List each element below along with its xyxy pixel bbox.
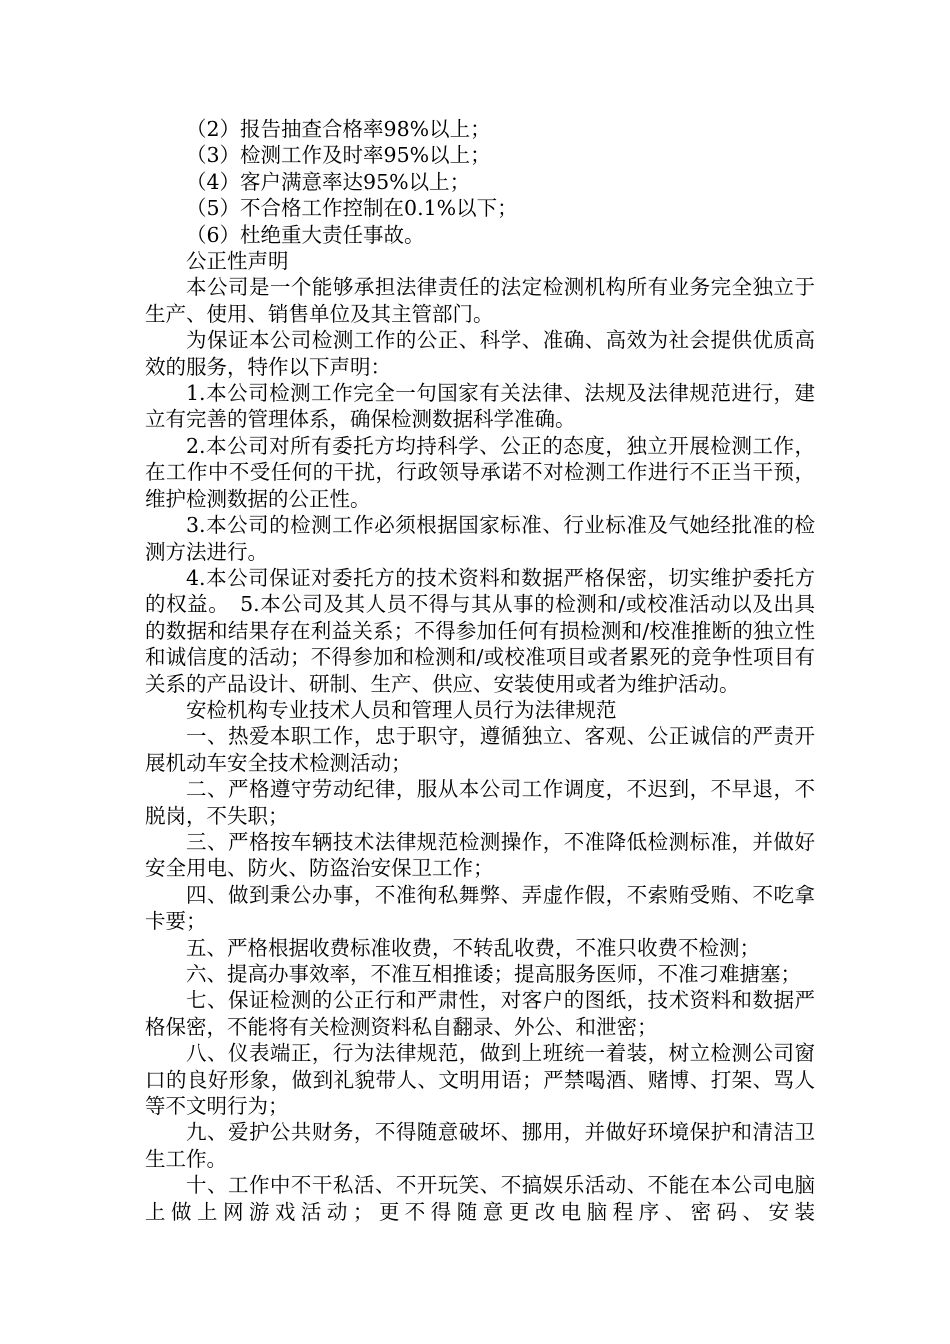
conduct-rule-2: 二、严格遵守劳动纪律，服从本公司工作调度，不迟到，不早退，不脱岗，不失职； bbox=[145, 777, 815, 828]
declaration-item-3: 3.本公司的检测工作必须根据国家标准、行业标准及气她经批准的检测方法进行。 bbox=[145, 513, 815, 564]
conduct-rule-3: 三、严格按车辆技术法律规范检测操作，不准降低检测标准，并做好安全用电、防火、防盗治安保卫工作； bbox=[145, 829, 815, 881]
declaration-item-2: 2.本公司对所有委托方均持科学、公正的态度，独立开展检测工作，在工作中不受任何的干扰，行政领导承诺不对检测工作进行不正当干预，维护检测数据的公正性。 bbox=[145, 433, 815, 511]
section-heading-impartiality: 公正性声明 bbox=[186, 249, 289, 274]
conduct-rule-6: 六、提高办事效率，不准互相推诿；提高服务医师，不准刁难搪塞； bbox=[186, 962, 801, 986]
paragraph: 为保证本公司检测工作的公正、科学、准确、高效为社会提供优质高效的服务，特作以下声明： bbox=[145, 328, 815, 379]
target-item-6: （6）杜绝重大责任事故。 bbox=[186, 222, 425, 247]
conduct-rule-5: 五、严格根据收费标准收费，不转乱收费，不准只收费不检测； bbox=[186, 935, 760, 960]
section-heading-code-of-conduct: 安检机构专业技术人员和管理人员行为法律规范 bbox=[186, 697, 617, 722]
target-item-2: （2）报告抽查合格率98%以上； bbox=[186, 117, 491, 141]
conduct-rule-4: 四、做到秉公办事，不准徇私舞弊、弄虚作假，不索贿受贿、不吃拿卡要； bbox=[145, 882, 815, 934]
paragraph: 本公司是一个能够承担法律责任的法定检测机构所有业务完全独立于生产、使用、销售单位及其主管部门。 bbox=[145, 275, 815, 326]
document-body bbox=[145, 116, 815, 1225]
declaration-item-4-5: 4.本公司保证对委托方的技术资料和数据严格保密，切实维护委托方的权益。 5.本公司及其人员不得与其从事的检测和/或校准活动以及出具的数据和结果存在利益关系；不得参加任何有损检测和/校准推断的独立性和诚信度的活动；不得参加和检测和/或校准项目或者累死的竞争性项目有关系的产品设计、研制、生产、供应、安装使用或者为维护活动。 bbox=[145, 565, 815, 696]
target-item-4: （4）客户满意率达95%以上； bbox=[186, 169, 471, 194]
declaration-item-1: 1.本公司检测工作完全一句国家有关法律、法规及法律规范进行，建立有完善的管理体系，确保检测数据科学准确。 bbox=[145, 381, 815, 432]
conduct-rule-7: 七、保证检测的公正行和严肃性，对客户的图纸，技术资料和数据严格保密，不能将有关检测资料私自翻录、外公、和泄密； bbox=[145, 988, 815, 1039]
target-item-5: （5）不合格工作控制在0.1%以下； bbox=[186, 196, 518, 221]
conduct-rule-9: 九、爱护公共财务，不得随意破坏、挪用，并做好环境保护和清洁卫生工作。 bbox=[145, 1120, 815, 1171]
conduct-rule-1: 一、热爱本职工作，忠于职守，遵循独立、客观、公正诚信的严责开展机动车安全技术检测活动； bbox=[145, 724, 815, 775]
conduct-rule-10: 十、工作中不干私活、不开玩笑、不搞娱乐活动、不能在本公司电脑上做上网游戏活动；更不得随意更改电脑程序、密码、安装 bbox=[145, 1173, 815, 1224]
conduct-rule-8: 八、仪表端正，行为法律规范，做到上班统一着装，树立检测公司窗口的良好形象，做到礼貌带人、文明用语；严禁喝酒、赌博、打架、骂人等不文明行为； bbox=[145, 1041, 815, 1119]
target-item-3: （3）检测工作及时率95%以上； bbox=[186, 143, 491, 168]
